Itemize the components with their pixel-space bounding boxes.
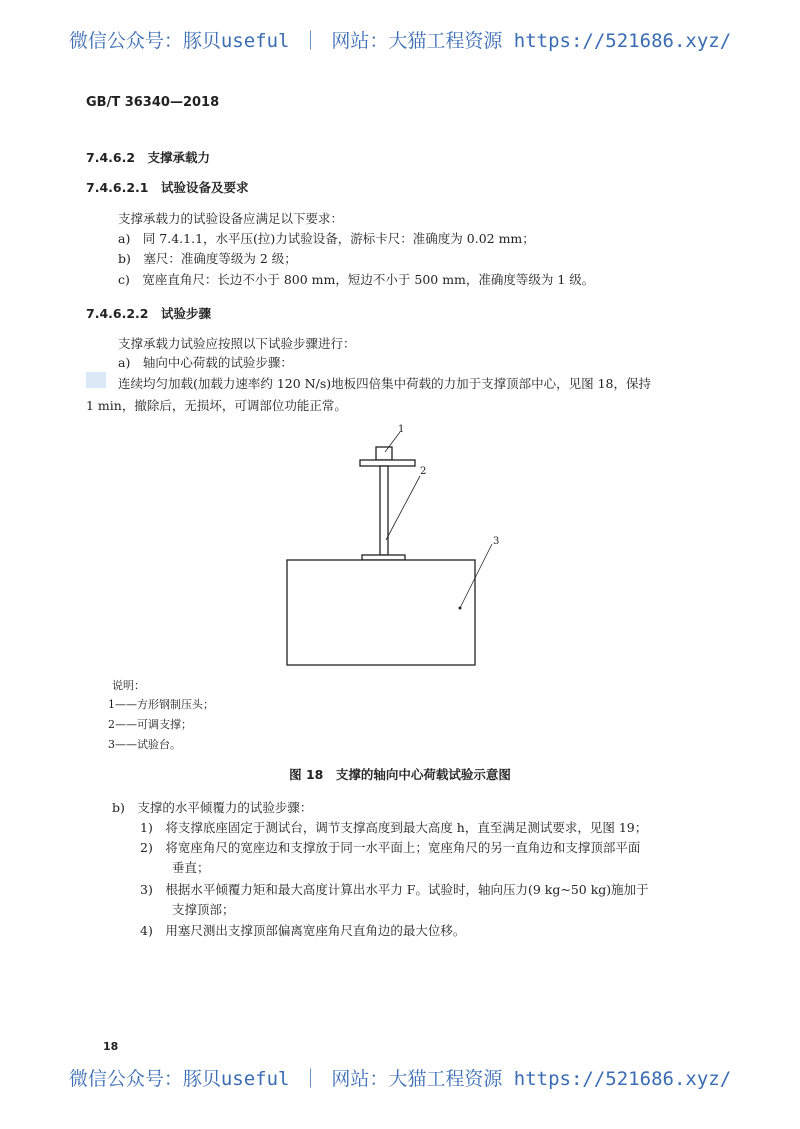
test-table (287, 560, 475, 665)
figure-caption: 图 18 支撑的轴向中心荷载试验示意图 (289, 767, 511, 782)
label-2: 2 (420, 466, 427, 477)
leader-line-2 (386, 476, 420, 540)
paragraph: 支撑承载力的试验设备应满足以下要求： (118, 211, 344, 226)
press-head (376, 447, 392, 460)
support-stem (380, 466, 388, 555)
list-item: 2) 将宽座角尺的宽座边和支撑放于同一水平面上；宽座角尺的另一直角边和支撑顶部平面 (140, 840, 641, 855)
list-item: 3) 根据水平倾覆力矩和最大高度计算出水平力 F。试验时，轴向压力(9 kg~50 kg)施加于 (140, 882, 649, 897)
base-plate (362, 555, 405, 560)
page-number: 18 (103, 1040, 119, 1053)
list-item: b) 支撑的水平倾覆力的试验步骤： (112, 800, 313, 815)
watermark-bottom: 微信公众号：豚贝useful ｜ 网站：大猫工程资源 https://521686.xyz/ (68, 1068, 732, 1090)
top-plate (360, 460, 415, 466)
paragraph: 连续均匀加载(加载力速率约 120 N/s)地板四倍集中荷载的力加于支撑顶部中心，见图 18，保持 (118, 376, 652, 391)
standard-number: GB/T 36340—2018 (86, 95, 220, 110)
list-item: c) 宽座直角尺：长边不小于 800 mm，短边不小于 500 mm，准确度等级为 1 级。 (118, 272, 595, 287)
list-item: 1) 将支撑底座固定于测试台，调节支撑高度到最大高度 h，直至满足测试要求，见图 19； (140, 820, 648, 835)
legend-item: 2——可调支撑； (108, 718, 192, 731)
list-item-continuation: 垂直； (172, 860, 210, 875)
list-item: 4) 用塞尺测出支撑顶部偏离宽座角尺直角边的最大位移。 (140, 923, 466, 938)
list-item: a) 轴向中心荷载的试验步骤： (118, 355, 293, 370)
list-item: a) 同 7.4.1.1，水平压(拉)力试验设备，游标卡尺：准确度为 0.02 mm； (118, 231, 535, 246)
legend-title: 说明： (112, 679, 145, 692)
watermark-top: 微信公众号：豚贝useful ｜ 网站：大猫工程资源 https://521686.xyz/ (68, 30, 732, 52)
section-heading: 7.4.6.2 支撑承载力 (86, 150, 211, 165)
paragraph: 1 min，撤除后，无损坏，可调部位功能正常。 (86, 398, 347, 413)
subsection-heading: 7.4.6.2.1 试验设备及要求 (86, 180, 249, 195)
label-1: 1 (398, 424, 405, 435)
label-3: 3 (493, 536, 500, 547)
list-item: b) 塞尺：准确度等级为 2 级； (118, 251, 297, 266)
subsection-heading: 7.4.6.2.2 试验步骤 (86, 306, 211, 321)
legend-item: 1——方形钢制压头； (108, 698, 214, 711)
list-item-continuation: 支撑顶部； (172, 902, 235, 917)
legend-item: 3——试验台。 (108, 738, 181, 751)
paragraph: 支撑承载力试验应按照以下试验步骤进行： (118, 336, 356, 351)
